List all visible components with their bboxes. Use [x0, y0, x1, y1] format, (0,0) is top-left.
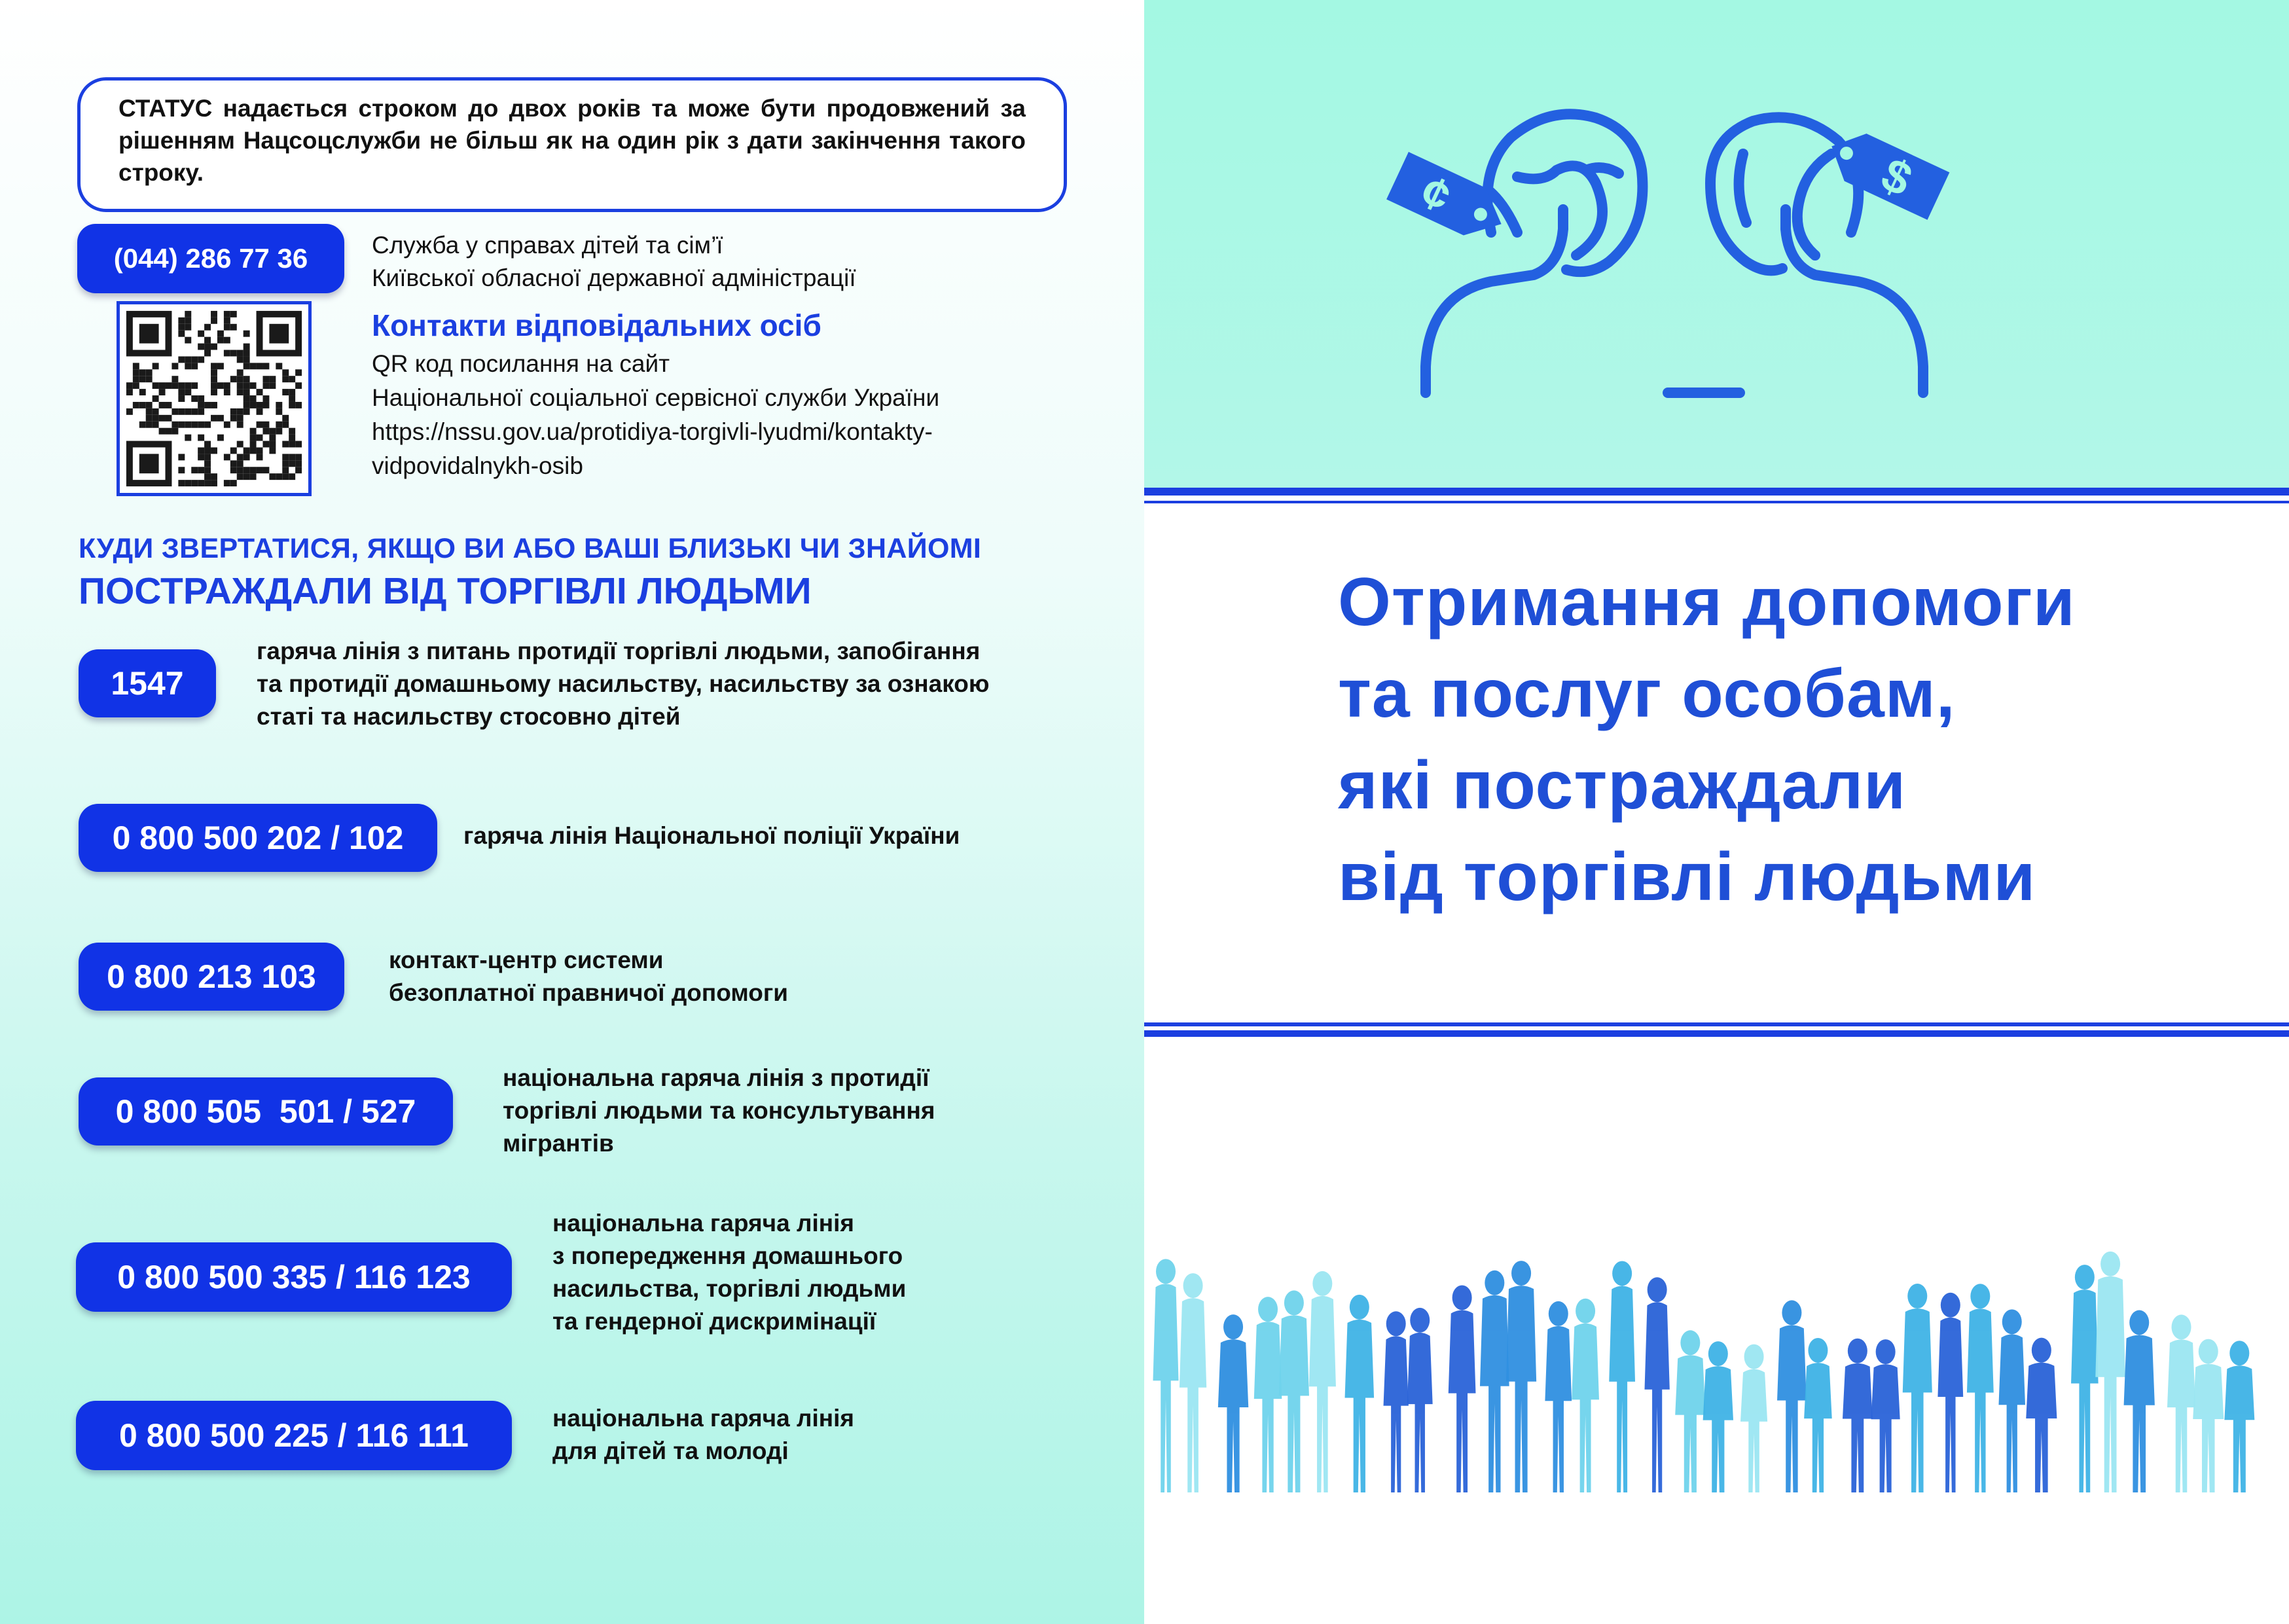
hotline-description-line: національна гаряча лінія з протидії [503, 1064, 929, 1091]
contacts-link[interactable]: https://nssu.gov.ua/protidiya-torgivli-lyudmi/kontakty- [372, 418, 933, 445]
person-silhouette [1545, 1301, 1572, 1492]
hotline-description [503, 1062, 935, 1160]
person-silhouette [2071, 1265, 2099, 1492]
status-notice-text: СТАТУС надається строком до двох років та може бути продовжений за рішенням Нацсоцслужби не більш як на один рік з дати закінчення такого строку. [118, 95, 1026, 186]
back-panel [0, 0, 1144, 1624]
hotline-description-line: національна гаряча лінія [552, 1210, 854, 1236]
service-phone-badge[interactable] [77, 224, 344, 293]
hotline-description-line: насильства, торгівлі людьми [552, 1275, 907, 1302]
person-silhouette [1218, 1314, 1248, 1492]
hotline-description [463, 820, 960, 852]
hotline-number-badge[interactable] [79, 649, 216, 717]
cover-title-line: та послуг особам, [1338, 656, 1956, 732]
hotline-number-badge[interactable] [79, 804, 437, 872]
person-silhouette [1938, 1293, 1963, 1492]
svg-text:$: $ [1873, 148, 1920, 207]
divider-top-thin [1144, 501, 2289, 503]
person-silhouette [1254, 1297, 1282, 1492]
person-silhouette [1345, 1295, 1375, 1492]
contacts-text [372, 347, 939, 483]
hotline-description-line: з попередження домашнього [552, 1242, 903, 1269]
person-silhouette [1480, 1271, 1509, 1492]
hotline-number-badge[interactable] [79, 943, 344, 1011]
person-silhouette [1572, 1299, 1599, 1492]
person-silhouette [2026, 1338, 2057, 1492]
person-silhouette [1384, 1311, 1409, 1492]
svg-text:¢: ¢ [1413, 164, 1459, 224]
person-silhouette [1804, 1338, 1832, 1492]
hotline-description-line: та протидії домашньому насильству, насильству за ознакою [257, 670, 990, 697]
qr-code-frame[interactable] [117, 301, 312, 496]
hotline-description-line: та гендерної дискримінації [552, 1308, 876, 1335]
hotline-description [552, 1207, 906, 1338]
hotline-description-line: гаряча лінія Національної поліції України [463, 822, 960, 849]
where-heading-line2: ПОСТРАЖДАЛИ ВІД ТОРГІВЛІ ЛЮДЬМИ [79, 570, 812, 612]
hotline-description-line: мігрантів [503, 1130, 614, 1157]
person-silhouette [1777, 1300, 1807, 1492]
person-silhouette [1998, 1309, 2025, 1492]
person-silhouette [2193, 1339, 2224, 1492]
person-silhouette [1449, 1285, 1476, 1492]
hotline-description-line: гаряча лінія з питань протидії торгівлі людьми, запобігання [257, 638, 981, 664]
hotline-description-line: статі та насильству стосовно дітей [257, 703, 681, 730]
person-silhouette [1309, 1271, 1336, 1492]
person-silhouette [1153, 1259, 1178, 1492]
person-silhouette [1279, 1290, 1309, 1492]
cover-panel [1144, 0, 2289, 1624]
service-name [372, 229, 856, 295]
person-silhouette [1180, 1273, 1206, 1492]
person-silhouette [2124, 1310, 2155, 1492]
service-name-line: Київської обласної державної адміністрації [372, 264, 856, 291]
hotline-number: 0 800 213 103 [107, 958, 316, 995]
hotline-description-line: для дітей та молоді [552, 1437, 789, 1464]
where-heading-line1: КУДИ ЗВЕРТАТИСЯ, ЯКЩО ВИ АБО ВАШІ БЛИЗЬКІ ЧИ ЗНАЙОМІ [79, 533, 982, 564]
person-silhouette [1843, 1339, 1873, 1492]
hotline-description [257, 635, 989, 733]
divider-top [1144, 488, 2289, 496]
cover-title [1338, 556, 2076, 923]
person-silhouette [2167, 1314, 2195, 1492]
trafficked-people-price-tag-icon [1380, 98, 1956, 406]
cover-title-line: які постраждали [1338, 748, 1907, 823]
hotline-description-line: контакт-центр системи [389, 947, 664, 973]
person-silhouette [1407, 1308, 1433, 1492]
contacts-line: Національної соціальної сервісної служби України [372, 384, 940, 411]
person-silhouette [1740, 1344, 1767, 1492]
hotline-number: 0 800 500 225 / 116 111 [119, 1417, 469, 1454]
hotline-number: 1547 [111, 665, 184, 702]
contacts-heading: Контакти відповідальних осіб [372, 308, 821, 342]
hotline-number: 0 800 505 501 / 527 [115, 1093, 416, 1130]
qr-code-icon [120, 304, 308, 493]
person-silhouette [2224, 1341, 2254, 1492]
person-silhouette [1967, 1284, 1994, 1492]
hotline-description-line: торгівлі людьми та консультування [503, 1097, 935, 1124]
person-silhouette [1871, 1339, 1900, 1492]
person-silhouette [1644, 1277, 1669, 1492]
hotline-description-line: безоплатної правничої допомоги [389, 979, 789, 1006]
contacts-link[interactable]: vidpovidalnykh-osib [372, 452, 583, 479]
hotline-description [389, 944, 788, 1009]
hotline-number-badge[interactable] [76, 1401, 512, 1470]
service-name-line: Служба у справах дітей та сім’ї [372, 232, 723, 259]
person-silhouette [1506, 1261, 1536, 1492]
divider-bottom-thick [1144, 1030, 2289, 1037]
person-silhouette [1903, 1284, 1932, 1492]
hotline-number: 0 800 500 335 / 116 123 [117, 1259, 471, 1295]
contacts-line: QR код посилання на сайт [372, 350, 670, 377]
cover-title-line: від торгівлі людьми [1338, 839, 2036, 915]
crowd-silhouettes-icon [1144, 1231, 2289, 1492]
divider-bottom [1144, 1022, 2289, 1026]
hotline-number: 0 800 500 202 / 102 [112, 820, 404, 856]
service-phone-number: (044) 286 77 36 [113, 243, 308, 274]
person-silhouette [1609, 1261, 1635, 1492]
hotline-number-badge[interactable] [79, 1077, 453, 1146]
hotline-description-line: національна гаряча лінія [552, 1405, 854, 1432]
person-silhouette [1703, 1341, 1733, 1492]
cover-title-line: Отримання допомоги [1338, 564, 2076, 640]
person-silhouette [2095, 1252, 2125, 1492]
hotline-description [552, 1402, 854, 1468]
person-silhouette [1675, 1330, 1705, 1492]
hotline-number-badge[interactable] [76, 1242, 512, 1312]
status-notice-box [77, 77, 1067, 212]
